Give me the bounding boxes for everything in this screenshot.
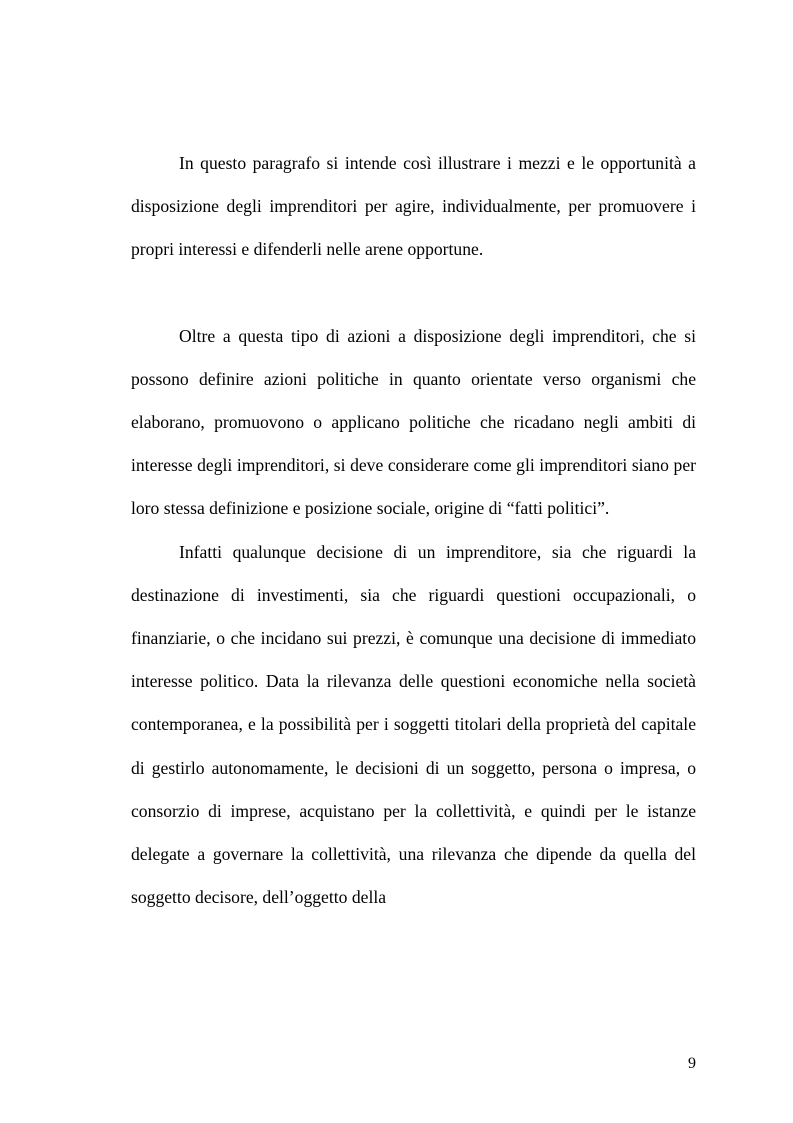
page-number: 9	[688, 1055, 696, 1072]
paragraph-spacer	[131, 272, 696, 315]
document-body	[131, 142, 696, 919]
paragraph-3: Infatti qualunque decisione di un imprenditore, sia che riguardi la destinazione di investimenti, sia che riguardi questioni occupazionali, o finanziarie, o che incidano sui prezzi, è comunque una decisione di immediato interesse politico. Data la rilevanza delle questioni economiche nella società contemporanea, e la possibilità per i soggetti titolari della proprietà del capitale di gestirlo autonomamente, le decisioni di un soggetto, persona o impresa, o consorzio di imprese, acquistano per la collettività, e quindi per le istanze delegate a governare la collettività, una rilevanza che dipende da quella del soggetto decisore, dell’oggetto della	[131, 541, 696, 908]
paragraph-2: Oltre a questa tipo di azioni a disposizione degli imprenditori, che si possono definire azioni politiche in quanto orientate verso organismi che elaborano, promuovono o applicano politiche che ricadano negli ambiti di interesse degli imprenditori, si deve considerare come gli imprenditori siano per loro stessa definizione e posizione sociale, origine di “fatti politici”.	[131, 325, 696, 519]
paragraph-1: In questo paragrafo si intende così illustrare i mezzi e le opportunità a disposizione degli imprenditori per agire, individualmente, per promuovere i propri interessi e difenderli nelle arene opportune.	[131, 153, 696, 260]
